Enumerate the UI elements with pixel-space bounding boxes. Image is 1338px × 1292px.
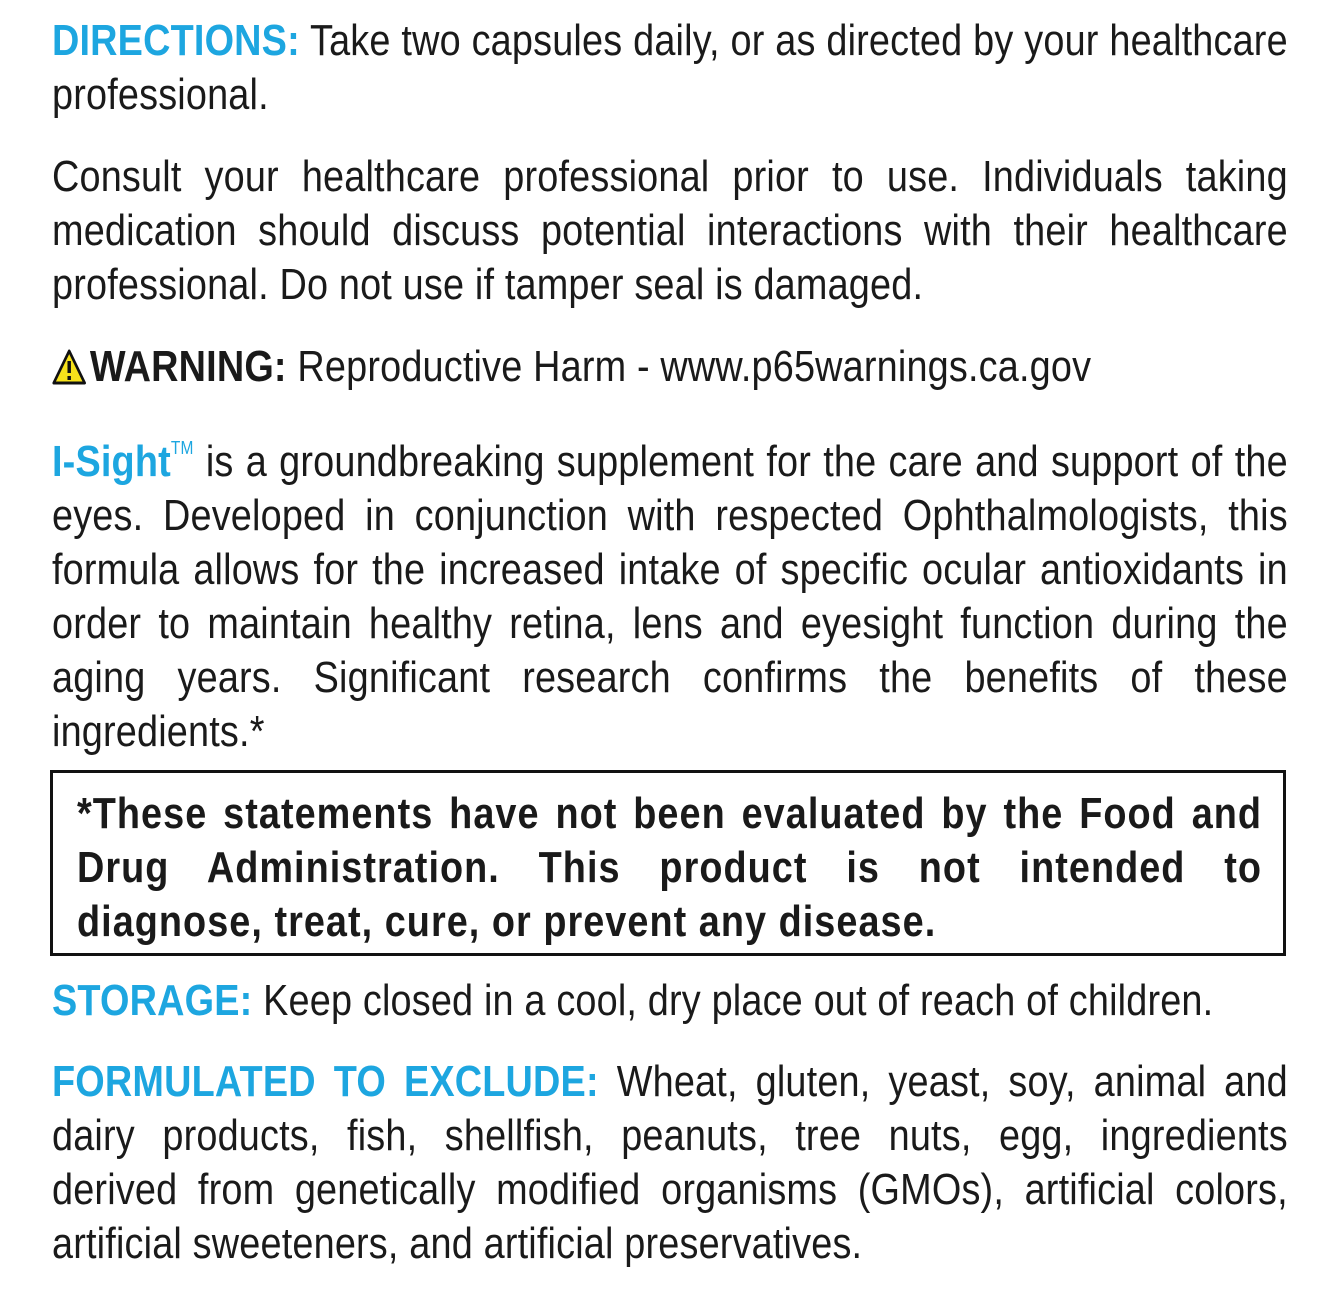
description-text: is a groundbreaking supplement for the care and support of the eyes. Developed in conjunction with respected Ophthalmologists, this formula allows for the increased intake of specific ocular antioxidants in order to maintain healthy retina, lens and eyesight function during the aging years. Significant research confirms the benefits of these ingredients.* [52,437,1288,756]
trademark-symbol: TM [170,438,194,458]
consult-paragraph [52,150,1288,312]
consult-text: Consult your healthcare professional prior to use. Individuals taking medication should discuss potential interactions with their healthcare professional. Do not use if tamper seal is damaged. [52,152,1288,309]
exclusions-paragraph [52,1055,1288,1271]
description-paragraph [52,421,1288,759]
fda-disclaimer-box [50,770,1286,956]
fda-disclaimer-text: *These statements have not been evaluated by the Food and Drug Administration. This product is not intended to diagnose, treat, cure, or prevent any disease. [77,789,1263,946]
storage-text: Keep closed in a cool, dry place out of reach of children. [263,976,1214,1025]
directions-paragraph [52,14,1288,122]
directions-text: Take two capsules daily, or as directed by your healthcare professional. [52,16,1288,119]
brand-name: I-Sight [52,437,171,486]
exclusions-heading: FORMULATED TO EXCLUDE: [52,1057,599,1106]
warning-text: Reproductive Harm - www.p65warnings.ca.gov [297,342,1092,391]
directions-heading: DIRECTIONS: [52,16,300,65]
warning-triangle-icon [52,349,86,385]
warning-paragraph [52,340,1288,394]
storage-heading: STORAGE: [52,976,253,1025]
exclusions-text: Wheat, gluten, yeast, soy, animal and dairy products, fish, shellfish, peanuts, tree nuts, egg, ingredients derived from genetically modified organisms (GMOs), artificial colors, artificial sweeteners, and artificial preservatives. [52,1057,1288,1268]
storage-paragraph [52,974,1288,1028]
warning-label: WARNING: [89,342,287,391]
